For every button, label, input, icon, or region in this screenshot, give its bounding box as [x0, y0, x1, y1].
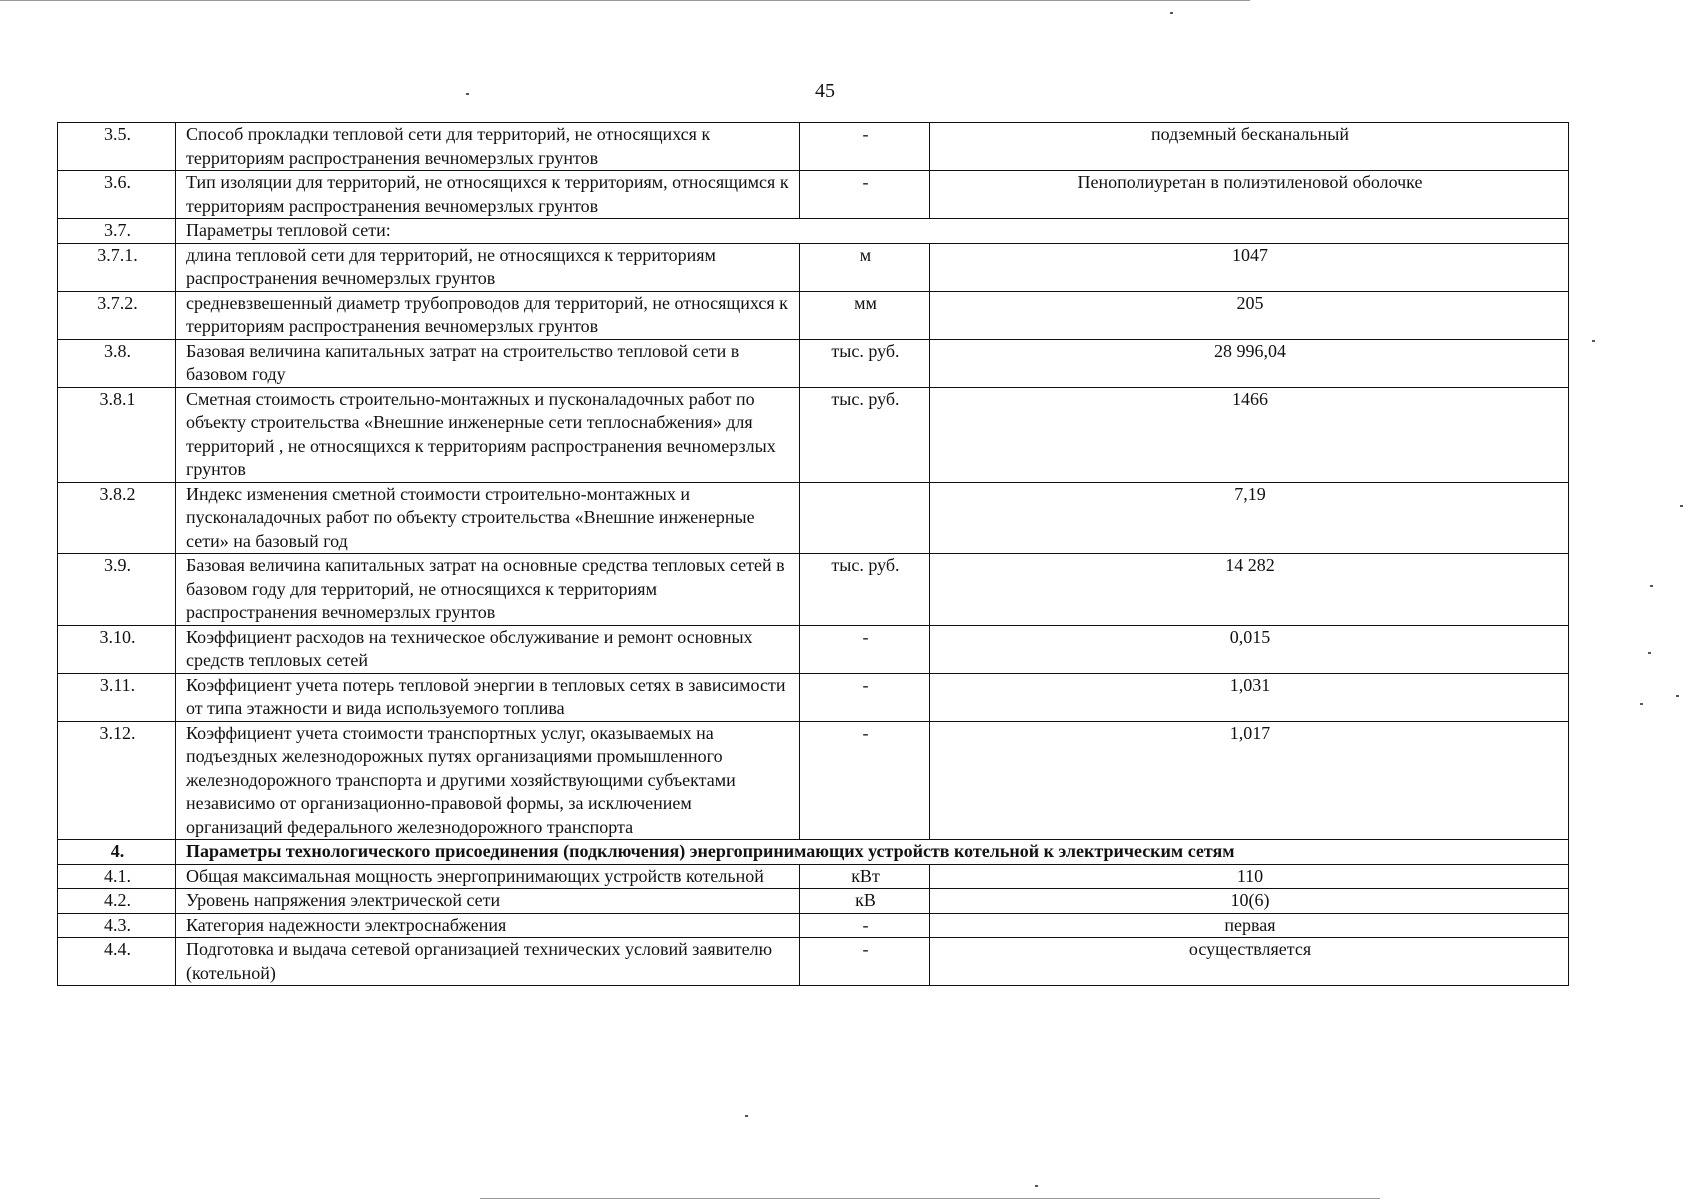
row-value: осуществляется — [930, 938, 1569, 986]
row-unit: м — [800, 243, 930, 291]
row-unit: тыс. руб. — [800, 339, 930, 387]
row-number: 3.8.2 — [58, 482, 176, 554]
table-row — [58, 721, 1569, 840]
table-row — [58, 387, 1569, 482]
row-unit: кВт — [800, 864, 930, 889]
row-value: 14 282 — [930, 554, 1569, 626]
row-number: 4.3. — [58, 913, 176, 938]
scan-speck — [1676, 695, 1679, 697]
scan-speck — [1680, 505, 1683, 507]
table-row — [58, 625, 1569, 673]
row-unit: кВ — [800, 889, 930, 914]
row-number: 3.7. — [58, 219, 176, 244]
row-value: подземный бесканальный — [930, 123, 1569, 171]
table-row — [58, 554, 1569, 626]
table-row — [58, 243, 1569, 291]
row-parameter: Коэффициент учета потерь тепловой энергии в тепловых сетях в зависимости от типа этажности и вида используемого топлива — [176, 673, 800, 721]
row-value: первая — [930, 913, 1569, 938]
scan-speck — [466, 93, 469, 95]
row-number: 3.10. — [58, 625, 176, 673]
row-number: 4.2. — [58, 889, 176, 914]
table-row — [58, 889, 1569, 914]
parameters-table — [57, 122, 1569, 986]
row-value: Пенополиуретан в полиэтиленовой оболочке — [930, 171, 1569, 219]
row-unit: - — [800, 123, 930, 171]
row-parameter: Параметры тепловой сети: — [176, 219, 1569, 244]
scan-speck — [745, 1115, 748, 1117]
row-unit: - — [800, 913, 930, 938]
scan-speck — [1650, 585, 1653, 587]
row-number: 3.11. — [58, 673, 176, 721]
table-row — [58, 482, 1569, 554]
row-unit: - — [800, 673, 930, 721]
table-row — [58, 171, 1569, 219]
row-parameter: длина тепловой сети для территорий, не относящихся к территориям распространения вечномерзлых грунтов — [176, 243, 800, 291]
row-parameter: Базовая величина капитальных затрат на основные средства тепловых сетей в базовом году для территорий, не относящихся к территориям распространения вечномерзлых грунтов — [176, 554, 800, 626]
row-parameter: Общая максимальная мощность энергопринимающих устройств котельной — [176, 864, 800, 889]
table-row — [58, 291, 1569, 339]
row-number: 3.7.1. — [58, 243, 176, 291]
parameters-table-body — [58, 123, 1569, 986]
table-row — [58, 339, 1569, 387]
row-unit: - — [800, 171, 930, 219]
row-value: 1466 — [930, 387, 1569, 482]
row-number: 4. — [58, 840, 176, 865]
scan-speck — [1592, 340, 1595, 342]
row-number: 3.12. — [58, 721, 176, 840]
row-value: 1,017 — [930, 721, 1569, 840]
row-parameter: Категория надежности электроснабжения — [176, 913, 800, 938]
table-row — [58, 840, 1569, 865]
row-number: 3.8.1 — [58, 387, 176, 482]
row-parameter: Способ прокладки тепловой сети для территорий, не относящихся к территориям распространения вечномерзлых грунтов — [176, 123, 800, 171]
table-row — [58, 913, 1569, 938]
scan-speck — [1035, 1185, 1038, 1187]
table-row — [58, 673, 1569, 721]
row-value: 7,19 — [930, 482, 1569, 554]
row-number: 4.4. — [58, 938, 176, 986]
row-parameter: Коэффициент учета стоимости транспортных услуг, оказываемых на подъездных железнодорожных путях организациями промышленного железнодорожного транспорта и другими хозяйствующими субъектами независимо от организационно-правовой формы, за исключением организаций федерального железнодорожного транспорта — [176, 721, 800, 840]
row-value: 1,031 — [930, 673, 1569, 721]
table-row — [58, 864, 1569, 889]
row-number: 3.6. — [58, 171, 176, 219]
row-parameter: Параметры технологического присоединения (подключения) энергопринимающих устройств котельной к электрическим сетям — [176, 840, 1569, 865]
row-unit: мм — [800, 291, 930, 339]
row-unit — [800, 482, 930, 554]
page-number: 45 — [815, 80, 835, 102]
scan-artifact-top — [0, 0, 1250, 1]
row-parameter: Подготовка и выдача сетевой организацией технических условий заявителю (котельной) — [176, 938, 800, 986]
row-parameter: средневзвешенный диаметр трубопроводов для территорий, не относящихся к территориям распространения вечномерзлых грунтов — [176, 291, 800, 339]
row-unit: тыс. руб. — [800, 554, 930, 626]
scan-speck — [1648, 652, 1651, 654]
row-value: 1047 — [930, 243, 1569, 291]
row-parameter: Уровень напряжения электрической сети — [176, 889, 800, 914]
row-number: 3.9. — [58, 554, 176, 626]
row-value: 28 996,04 — [930, 339, 1569, 387]
row-parameter: Коэффициент расходов на техническое обслуживание и ремонт основных средств тепловых сетей — [176, 625, 800, 673]
row-value: 10(6) — [930, 889, 1569, 914]
scan-speck — [1170, 12, 1173, 14]
row-value: 110 — [930, 864, 1569, 889]
table-row — [58, 219, 1569, 244]
row-parameter: Индекс изменения сметной стоимости строительно-монтажных и пусконаладочных работ по объекту строительства «Внешние инженерные сети» на базовый год — [176, 482, 800, 554]
row-parameter: Базовая величина капитальных затрат на строительство тепловой сети в базовом году — [176, 339, 800, 387]
row-parameter: Тип изоляции для территорий, не относящихся к территориям, относящимся к территориям распространения вечномерзлых грунтов — [176, 171, 800, 219]
row-unit: - — [800, 625, 930, 673]
row-number: 3.8. — [58, 339, 176, 387]
row-unit: тыс. руб. — [800, 387, 930, 482]
row-unit: - — [800, 721, 930, 840]
row-parameter: Сметная стоимость строительно-монтажных и пусконаладочных работ по объекту строительства «Внешние инженерные сети теплоснабжения» для территорий , не относящихся к территориям распространения вечномерзлых грунтов — [176, 387, 800, 482]
row-number: 4.1. — [58, 864, 176, 889]
scan-speck — [1640, 703, 1643, 705]
table-row — [58, 938, 1569, 986]
row-value: 205 — [930, 291, 1569, 339]
row-number: 3.5. — [58, 123, 176, 171]
table-row — [58, 123, 1569, 171]
scan-artifact-bottom — [480, 1198, 1380, 1199]
row-number: 3.7.2. — [58, 291, 176, 339]
row-value: 0,015 — [930, 625, 1569, 673]
row-unit: - — [800, 938, 930, 986]
